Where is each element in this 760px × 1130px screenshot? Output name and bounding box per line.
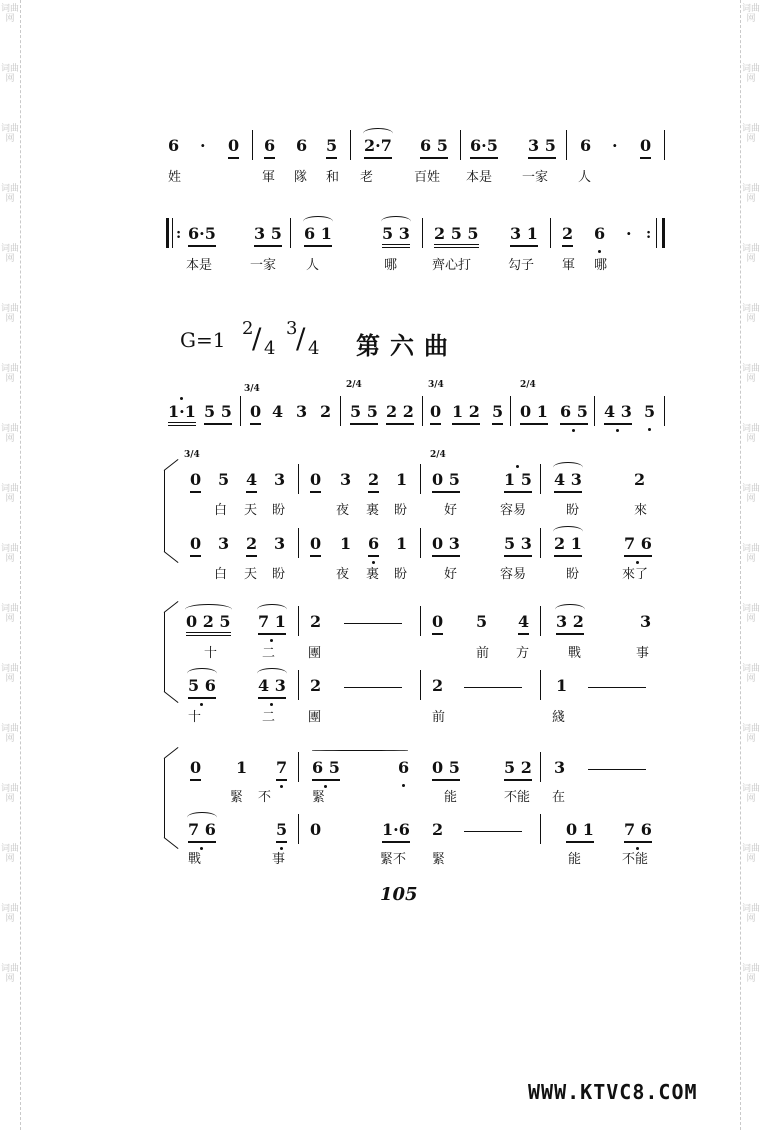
- note-pair: 5 5: [204, 402, 232, 425]
- note-dot: ·: [612, 136, 618, 155]
- barline: [420, 464, 421, 494]
- watermark-stamp: 词曲网: [1, 964, 20, 984]
- lyric: 能: [444, 790, 458, 805]
- lyric: 能: [568, 852, 582, 867]
- barline: [540, 606, 541, 636]
- watermark-stamp: 词曲网: [1, 724, 20, 744]
- watermark-stamp: 词曲网: [742, 784, 760, 804]
- time-signature: 2/4: [346, 380, 362, 390]
- hold-dash: [588, 769, 646, 770]
- slur-tie: [312, 750, 408, 751]
- note: 2: [320, 402, 332, 421]
- watermark-stamp: 词曲网: [1, 124, 20, 144]
- time-signature: 2/4: [430, 450, 446, 460]
- watermark-stamp: 词曲网: [1, 364, 20, 384]
- lyric: 老: [360, 170, 374, 185]
- lyric: 天: [244, 567, 258, 582]
- lyric: 本是: [186, 258, 213, 273]
- watermark-stamp: 词曲网: [742, 364, 760, 384]
- lyric: 在: [552, 790, 566, 805]
- note-slurred: 4 3: [554, 470, 582, 493]
- key-signature: G=1: [180, 328, 226, 352]
- watermark-stamp: 词曲网: [742, 844, 760, 864]
- note: 0: [228, 136, 239, 159]
- note: 3: [640, 612, 652, 631]
- lyric: 天: [244, 503, 258, 518]
- note-slurred: 5 6: [188, 676, 216, 699]
- note: 2: [310, 612, 322, 631]
- watermark-stamp: 词曲网: [1, 604, 20, 624]
- note: 6: [580, 136, 592, 155]
- barline: [664, 130, 665, 160]
- barline: [298, 670, 299, 700]
- note-pair: 0 5: [432, 470, 460, 493]
- note-low: 7: [276, 758, 287, 781]
- barline: [460, 130, 461, 160]
- lyric: 好: [444, 567, 458, 582]
- note: 2: [246, 534, 257, 557]
- lyric: 和: [326, 170, 340, 185]
- lyric: 裏: [366, 567, 380, 582]
- note: 0: [250, 402, 261, 425]
- note-slurred: 2·7: [364, 136, 392, 159]
- note-pair: 2 2: [386, 402, 414, 425]
- note: 2: [562, 224, 573, 247]
- note: 2: [432, 676, 444, 695]
- note: 3: [554, 758, 566, 777]
- site-url: WWW.KTVC8.COM: [528, 1080, 698, 1104]
- lyric: 不: [258, 790, 272, 805]
- note-low: 6: [594, 224, 606, 243]
- time-signature: 3/4: [184, 450, 200, 460]
- lyric: 盼: [566, 567, 580, 582]
- note: 0: [190, 534, 201, 557]
- lyric: 緊: [312, 790, 326, 805]
- watermark-stamp: 词曲网: [742, 544, 760, 564]
- watermark-stamp: 词曲网: [742, 904, 760, 924]
- barline: [298, 528, 299, 558]
- hold-dash: [344, 623, 402, 624]
- note-pair: 1·6: [382, 820, 410, 843]
- lyric: 事: [636, 646, 650, 661]
- barline: [298, 606, 299, 636]
- barline: [540, 528, 541, 558]
- lyric: 戰: [568, 646, 582, 661]
- lyric: 人: [578, 170, 592, 185]
- note-pair: 5 3: [504, 534, 532, 557]
- hold-dash: [464, 687, 522, 688]
- lyric: 軍: [562, 258, 576, 273]
- note: 1: [340, 534, 352, 553]
- note-pair: 5 2: [504, 758, 532, 781]
- lyric: 方: [516, 646, 530, 661]
- barline: [420, 528, 421, 558]
- repeat-start-dots: :: [176, 226, 182, 242]
- lyric: 好: [444, 503, 458, 518]
- note-triplet: 2 5 5: [434, 224, 479, 248]
- lyric: 白: [214, 567, 228, 582]
- lyric: 十: [204, 646, 218, 661]
- watermark-stamp: 词曲网: [742, 604, 760, 624]
- note: 2: [368, 470, 379, 493]
- hold-dash: [588, 687, 646, 688]
- note: 0: [432, 612, 443, 635]
- note: 1: [556, 676, 568, 695]
- note: 3: [274, 534, 286, 553]
- note: 0: [190, 470, 201, 493]
- lyric: 隊: [294, 170, 308, 185]
- lyric: 盼: [566, 503, 580, 518]
- watermark-stamp: 词曲网: [1, 64, 20, 84]
- note: 0: [310, 534, 321, 557]
- lyric: 緊: [230, 790, 244, 805]
- watermark-stamp: 词曲网: [1, 484, 20, 504]
- note: 0: [190, 758, 201, 781]
- lyric: 不能: [622, 852, 649, 867]
- note-pair: 6 5: [420, 136, 448, 159]
- note-pair: 1 5: [504, 470, 532, 493]
- watermark-stamp: 词曲网: [742, 64, 760, 84]
- note-slurred: 7 1: [258, 612, 286, 635]
- note-dot: ·: [200, 136, 206, 155]
- watermark-stamp: 词曲网: [1, 844, 20, 864]
- note-pair: 6 5: [312, 758, 340, 781]
- note: 2: [432, 820, 444, 839]
- lyric: 事: [272, 852, 286, 867]
- time-signature: 3/4: [428, 380, 444, 390]
- note: 5: [492, 402, 503, 425]
- lyric: 裏: [366, 503, 380, 518]
- note-low: 6: [368, 534, 379, 557]
- note: 4: [518, 612, 529, 635]
- lyric: 勾子: [508, 258, 535, 273]
- lyric: 哪: [594, 258, 608, 273]
- repeat-start-barline: [166, 218, 169, 248]
- watermark-stamp: 词曲网: [1, 4, 20, 24]
- note-low: 5: [276, 820, 287, 843]
- note: 1: [236, 758, 248, 777]
- note-dot: ·: [626, 224, 632, 243]
- note: 5: [644, 402, 656, 421]
- lyric: 二: [262, 710, 276, 725]
- barline: [594, 396, 595, 426]
- note-pair: 0 1: [566, 820, 594, 843]
- barline: [298, 464, 299, 494]
- watermark-stamp: 词曲网: [742, 664, 760, 684]
- page-number: 105: [380, 884, 418, 905]
- watermark-stamp: 词曲网: [742, 724, 760, 744]
- meter-2-4: 2 / 4: [242, 318, 276, 359]
- lyric: 盼: [394, 503, 408, 518]
- note-slurred: 7 6: [188, 820, 216, 843]
- barline: [510, 396, 511, 426]
- barline: [290, 218, 291, 248]
- watermark-stamp: 词曲网: [1, 184, 20, 204]
- note: 0: [310, 470, 321, 493]
- lyric: 姓: [168, 170, 182, 185]
- lyric: 容易: [500, 567, 527, 582]
- note-pair: 3 5: [528, 136, 556, 159]
- watermark-stamp: 词曲网: [742, 304, 760, 324]
- note-slurred: 3 2: [556, 612, 584, 635]
- lyric: 緊不: [380, 852, 407, 867]
- note: 3: [218, 534, 230, 553]
- note-pair: 0 5: [432, 758, 460, 781]
- meter-3-4: 3 / 4: [286, 318, 320, 359]
- lyric: 白: [214, 503, 228, 518]
- note-pair: 4 3: [604, 402, 632, 425]
- lyric: 戰: [188, 852, 202, 867]
- barline: [420, 606, 421, 636]
- note: 1: [396, 534, 408, 553]
- note-pair: 7 6: [624, 534, 652, 557]
- barline: [540, 814, 541, 844]
- barline: [420, 670, 421, 700]
- hold-dash: [344, 687, 402, 688]
- note-pair: 6·5: [188, 224, 216, 247]
- note-slurred: 6 1: [304, 224, 332, 247]
- part-brace: [164, 470, 179, 552]
- note: 6: [296, 136, 308, 155]
- repeat-end-barline: [662, 218, 665, 248]
- barline: [540, 752, 541, 782]
- note: 0: [640, 136, 651, 159]
- note: 3: [296, 402, 308, 421]
- lyric: 來了: [622, 567, 649, 582]
- note-slurred: 5 3: [382, 224, 410, 248]
- watermark-stamp: 词曲网: [1, 904, 20, 924]
- note-slurred: 4 3: [258, 676, 286, 699]
- lyric: 前: [432, 710, 446, 725]
- note: 4: [272, 402, 284, 421]
- watermark-stamp: 词曲网: [1, 784, 20, 804]
- time-signature: 2/4: [520, 380, 536, 390]
- lyric: 盼: [272, 567, 286, 582]
- note: 5: [476, 612, 488, 631]
- song-title: 第六曲: [356, 331, 458, 360]
- lyric: 一家: [522, 170, 549, 185]
- watermark-stamp: 词曲网: [1, 544, 20, 564]
- note: 5: [326, 136, 337, 159]
- lyric: 夜: [336, 567, 350, 582]
- note-pair: 1 2: [452, 402, 480, 425]
- watermark-stamp: 词曲网: [742, 124, 760, 144]
- note-pair: 5 5: [350, 402, 378, 425]
- note: 6: [264, 136, 275, 159]
- repeat-start-barline-thin: [172, 218, 173, 248]
- barline: [350, 130, 351, 160]
- barline: [566, 130, 567, 160]
- repeat-end-dots: :: [646, 226, 652, 242]
- lyric: 綫: [552, 710, 566, 725]
- lyric: 容易: [500, 503, 527, 518]
- lyric: 前: [476, 646, 490, 661]
- note: 3: [274, 470, 286, 489]
- barline: [550, 218, 551, 248]
- note: 6: [168, 136, 180, 155]
- lyric: 團: [308, 646, 322, 661]
- watermark-stamp: 词曲网: [1, 664, 20, 684]
- lyric: 百姓: [414, 170, 441, 185]
- note-pair: 6·5: [470, 136, 498, 159]
- lyric: 夜: [336, 503, 350, 518]
- lyric: 緊: [432, 852, 446, 867]
- watermark-stamp: 词曲网: [742, 424, 760, 444]
- note: 2: [634, 470, 646, 489]
- note-pair: 3 5: [254, 224, 282, 247]
- lyric: 盼: [272, 503, 286, 518]
- note-pair: 6 5: [560, 402, 588, 425]
- note: 4: [246, 470, 257, 493]
- watermark-stamp: 词曲网: [1, 424, 20, 444]
- note-pair: 7 6: [624, 820, 652, 843]
- note-pair: 3 1: [510, 224, 538, 247]
- note: 1: [396, 470, 408, 489]
- lyric: 齊心打: [432, 258, 472, 273]
- note: 5: [218, 470, 230, 489]
- note: 2: [310, 676, 322, 695]
- watermark-stamp: 词曲网: [1, 304, 20, 324]
- barline: [298, 752, 299, 782]
- watermark-stamp: 词曲网: [742, 484, 760, 504]
- lyric: 盼: [394, 567, 408, 582]
- lyric: 十: [188, 710, 202, 725]
- note: 0: [430, 402, 441, 425]
- lyric: 人: [306, 258, 320, 273]
- lyric: 軍: [262, 170, 276, 185]
- note: 3: [340, 470, 352, 489]
- note-pair: 0 1: [520, 402, 548, 425]
- note-pair: 0 3: [432, 534, 460, 557]
- barline: [340, 396, 341, 426]
- lyric: 來: [634, 503, 648, 518]
- watermark-stamp: 词曲网: [742, 4, 760, 24]
- hold-dash: [464, 831, 522, 832]
- note-low: 6: [398, 758, 410, 777]
- repeat-end-barline-thin: [656, 218, 657, 248]
- part-brace: [164, 758, 179, 838]
- part-brace: [164, 612, 179, 692]
- barline: [664, 396, 665, 426]
- barline: [540, 464, 541, 494]
- lyric: 團: [308, 710, 322, 725]
- lyric: 不能: [504, 790, 531, 805]
- barline: [540, 670, 541, 700]
- barline: [422, 218, 423, 248]
- barline: [298, 814, 299, 844]
- watermark-stamp: 词曲网: [1, 244, 20, 264]
- note-slurred: 2 1: [554, 534, 582, 557]
- watermark-stamp: 词曲网: [742, 184, 760, 204]
- barline: [422, 396, 423, 426]
- note: 0: [310, 820, 322, 839]
- lyric: 二: [262, 646, 276, 661]
- lyric: 哪: [384, 258, 398, 273]
- barline: [252, 130, 253, 160]
- time-signature: 3/4: [244, 384, 260, 394]
- barline: [240, 396, 241, 426]
- note-triplet: 0 2 5: [186, 612, 231, 636]
- watermark-stamp: 词曲网: [742, 244, 760, 264]
- lyric: 一家: [250, 258, 277, 273]
- note-pair: 1·1: [168, 402, 196, 426]
- lyric: 本是: [466, 170, 493, 185]
- watermark-stamp: 词曲网: [742, 964, 760, 984]
